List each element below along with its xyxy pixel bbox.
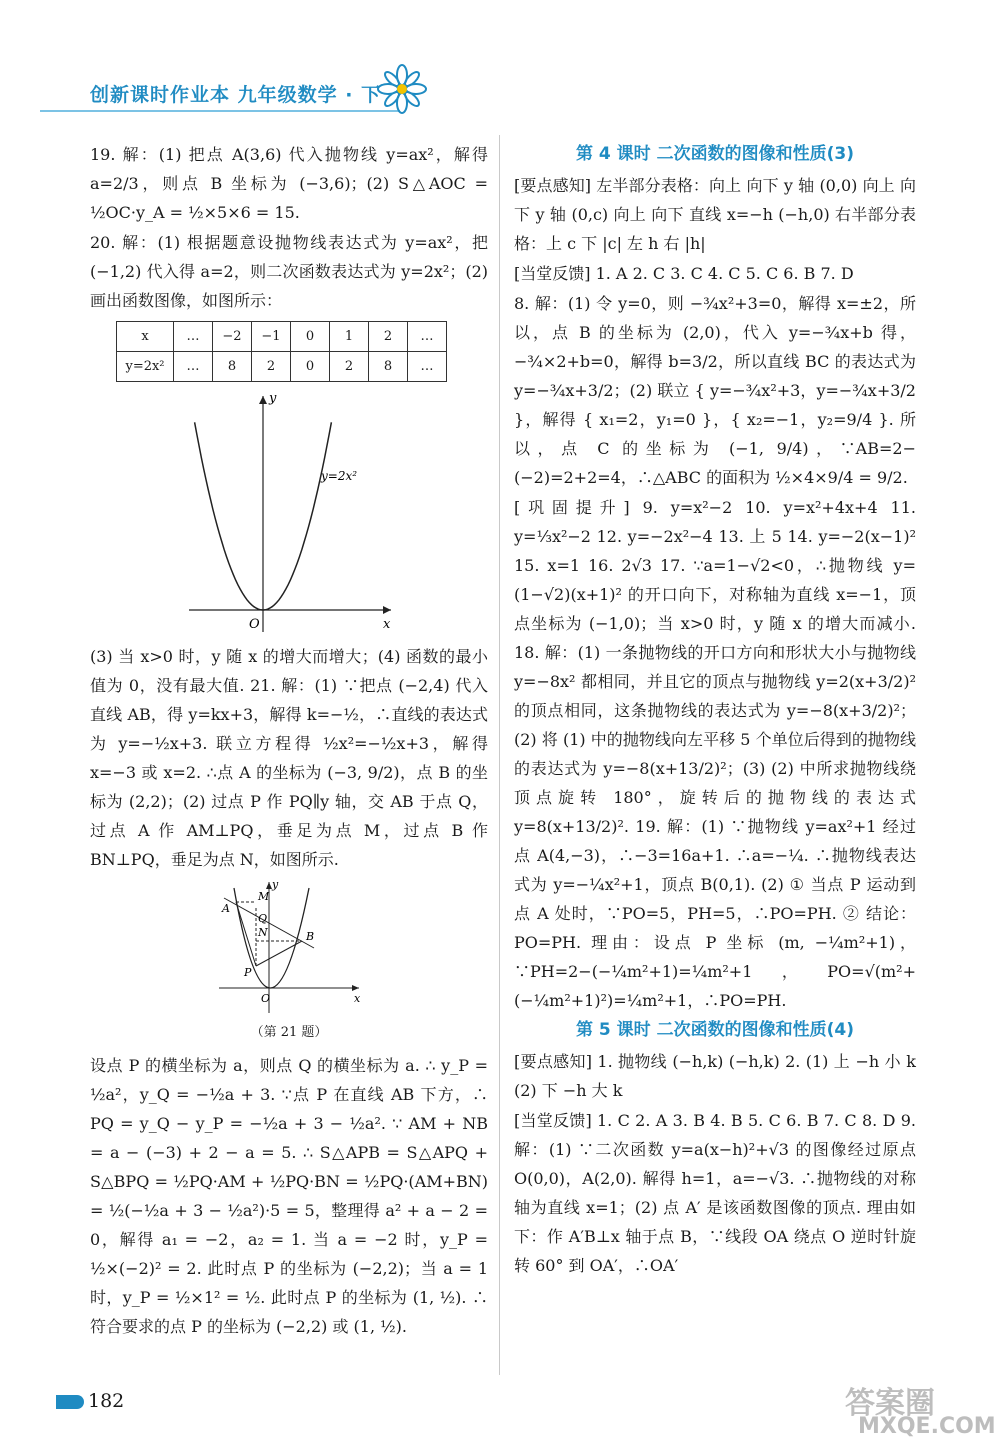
right-column xyxy=(514,140,916,1281)
lesson4-key-points: [要点感知] 左半部分表格：向上 向下 y 轴 (0,0) 向上 向下 y 轴 (0,c) 向上 向下 直线 x=−h (−h,0) 右半部分表格：上 c 下 |c| 左 h 右 |h| xyxy=(514,176,916,253)
origin-label: O xyxy=(249,617,260,632)
flower-icon xyxy=(375,62,429,116)
fig21-label-x: x xyxy=(354,992,361,1005)
watermark-logo: 答案圈 xyxy=(845,1386,935,1421)
answer-19: 19. 解：(1) 把点 A(3,6) 代入抛物线 y=ax²，解得 a=2/3，则点 B 坐标为 (−3,6)；(2) S△AOC = ½OC·y_A = ½×5×6 = 15. xyxy=(90,145,488,222)
table-cell: 8 xyxy=(213,352,252,382)
table-cell: … xyxy=(408,352,447,382)
parabola-graph xyxy=(179,388,399,638)
table-cell: 2 xyxy=(252,352,291,382)
answer-20: 20. 解：(1) 根据题意设抛物线表达式为 y=ax²，把 (−1,2) 代入得 a=2，则二次函数表达式为 y=2x²；(2) 画出函数图像，如图所示： xyxy=(90,233,488,310)
lesson4-feedback: [当堂反馈] 1. A 2. C 3. C 4. C 5. C 6. B 7. D xyxy=(514,264,854,283)
y-axis-label: y xyxy=(269,391,277,406)
fig21-label-m: M xyxy=(258,890,270,903)
table-cell: x xyxy=(117,322,174,352)
fig21-label-o: O xyxy=(261,992,271,1005)
section-title-lesson5: 第 5 课时 二次函数的图像和性质(4) xyxy=(576,1020,854,1040)
table-cell: −2 xyxy=(213,322,252,352)
table-cell: 0 xyxy=(291,352,330,382)
left-column xyxy=(90,140,488,1342)
watermark-url: MXQE.COM xyxy=(858,1414,996,1439)
fig21-label-y: y xyxy=(272,878,279,891)
fig21-label-p: P xyxy=(244,966,252,979)
table-cell: … xyxy=(408,322,447,352)
table-cell: … xyxy=(174,352,213,382)
table-cell: … xyxy=(174,322,213,352)
fig21-label-a: A xyxy=(222,902,230,915)
curve-label: y=2x² xyxy=(321,469,358,483)
lesson5-feedback: [当堂反馈] 1. C 2. A 3. B 4. B 5. C 6. B 7. C 8. D 9. 解：(1) ∵二次函数 y=a(x−h)²+√3 的图像经过原点 O(0,0)，A(2,0). 解得 h=1，a=−√3. ∴抛物线的对称轴为直线 x=1；(2) 点 A′ 是该函数图像的顶点. 理由如下：作 A′B⊥x 轴于点 B，∵线段 OA 绕点 O 逆时针旋转 60° 到 OA′，∴OA′ xyxy=(514,1111,916,1275)
answer-21-part2: 设点 P 的横坐标为 a，则点 Q 的横坐标为 a. ∴ y_P = ½a²，y_Q = −½a + 3. ∵点 P 在直线 AB 下方，∴ PQ = y_Q − y_P = −½a + 3 − ½a². ∵ AM + NB = a − (−3) + 2 − a = 5. ∴ S△APB = S△APQ + S△BPQ = ½PQ·AM + ½PQ·BN = ½PQ·(AM+BN) = ½(−½a + 3 − ½a²)·5 = 5，整理得 a² + a − 2 = 0，解得 a₁ = −2，a₂ = 1. 当 a = −2 时，y_P = ½×(−2)² = 2. 此时点 P 的坐标为 (−2,2)；当 a = 1 时，y_P = ½×1² = ½. 此时点 P 的坐标为 (1, ½). ∴符合要求的点 P 的坐标为 (−2,2) 或 (1, ½). xyxy=(90,1056,488,1336)
table-row xyxy=(117,352,447,382)
lesson4-answer-8: 8. 解：(1) 令 y=0，则 −¾x²+3=0，解得 x=±2，所以，点 B 的坐标为 (2,0)，代入 y=−¾x+b 得，−¾×2+b=0，解得 b=3/2，所以直线 BC 的表达式为 y=−¾x+3/2；(2) 联立 { y=−¾x²+3，y=−¾x+3/2 }，解得 { x₁=2，y₁=0 }，{ x₂=−1，y₂=9/4 }. 所以，点 C 的坐标为 (−1, 9/4)，∵AB=2−(−2)=2+2=4，∴△ABC 的面积为 ½×4×9/4 = 9/2. xyxy=(514,294,916,487)
fig21-label-n: N xyxy=(258,926,268,939)
answer-21-part1: (3) 当 x>0 时，y 随 x 的增大而增大；(4) 函数的最小值为 0，没有最大值. 21. 解：(1) ∵把点 (−2,4) 代入直线 AB，得 y=kx+3，解得 k=−½，∴直线的表达式为 y=−½x+3. 联立方程得 ½x²=−½x+3，解得 x=−3 或 x=2. ∴点 A 的坐标为 (−3, 9/2)，点 B 的坐标为 (2,2)；(2) 过点 P 作 PQ∥y 轴，交 AB 于点 Q，过点 A 作 AM⊥PQ，垂足为点 M，过点 B 作 BN⊥PQ，垂足为点 N，如图所示. xyxy=(90,647,488,869)
table-cell: 2 xyxy=(369,322,408,352)
table-row xyxy=(117,322,447,352)
value-table xyxy=(116,321,447,382)
table-cell: −1 xyxy=(252,322,291,352)
book-title: 创新课时作业本 九年级数学 · 下 xyxy=(90,84,382,106)
table-cell: 0 xyxy=(291,322,330,352)
lesson4-consolidation: [巩固提升] 9. y=x²−2 10. y=x²+4x+4 11. y=⅓x²−2 12. y=−2x²−4 13. 上 5 14. y=−2(x−1)² 15. x=1 16. 2√3 17. ∵a=1−√2<0，∴抛物线 y=(1−√2)(x+1)² 的开口向下，对称轴为直线 x=−1，顶点坐标为 (−1,0)；当 x>0 时，y 随 x 的增大而减小. 18. 解：(1) 一条抛物线的开口方向和形状大小与抛物线 y=−8x² 都相同，并且它的顶点与抛物线 y=2(x+3/2)² 的顶点相同，这条抛物线的表达式为 y=−8(x+3/2)²；(2) 将 (1) 中的抛物线向左平移 5 个单位后得到的抛物线的表达式为 y=−8(x+13/2)²；(3) (2) 中所求抛物线绕顶点旋转 180°，旋转后的抛物线的表达式 y=8(x+13/2)². 19. 解：(1) ∵抛物线 y=ax²+1 经过点 A(4,−3)，∴−3=16a+1. ∴a=−¼. ∴抛物线表达式为 y=−¼x²+1，顶点 B(0,1). (2) ① 当点 P 运动到点 A 处时，∵PO=5，PH=5，∴PO=PH. ② 结论：PO=PH. 理由：设点 P 坐标 (m, −¼m²+1)，∵PH=2−(−¼m²+1)=¼m²+1，PO=√(m²+(−¼m²+1)²)=¼m²+1，∴PO=PH. xyxy=(514,498,916,1010)
page-header xyxy=(0,0,1000,120)
table-cell: 2 xyxy=(330,352,369,382)
section-title-lesson4: 第 4 课时 二次函数的图像和性质(3) xyxy=(576,144,854,164)
fig21-label-q: Q xyxy=(258,912,268,925)
geometry-figure xyxy=(214,878,364,1018)
page-number: 182 xyxy=(88,1390,125,1412)
figure-caption: （第 21 题） xyxy=(250,1025,328,1040)
fig21-label-b: B xyxy=(306,930,315,943)
lesson5-key-points: [要点感知] 1. 抛物线 (−h,k) (−h,k) 2. (1) 上 −h 小 k (2) 下 −h 大 k xyxy=(514,1052,916,1100)
table-cell: 8 xyxy=(369,352,408,382)
table-cell: 1 xyxy=(330,322,369,352)
header-rule xyxy=(40,110,400,112)
column-divider xyxy=(499,135,500,1375)
table-cell: y=2x² xyxy=(117,352,174,382)
page-number-tab xyxy=(56,1395,84,1409)
x-axis-label: x xyxy=(383,617,391,632)
